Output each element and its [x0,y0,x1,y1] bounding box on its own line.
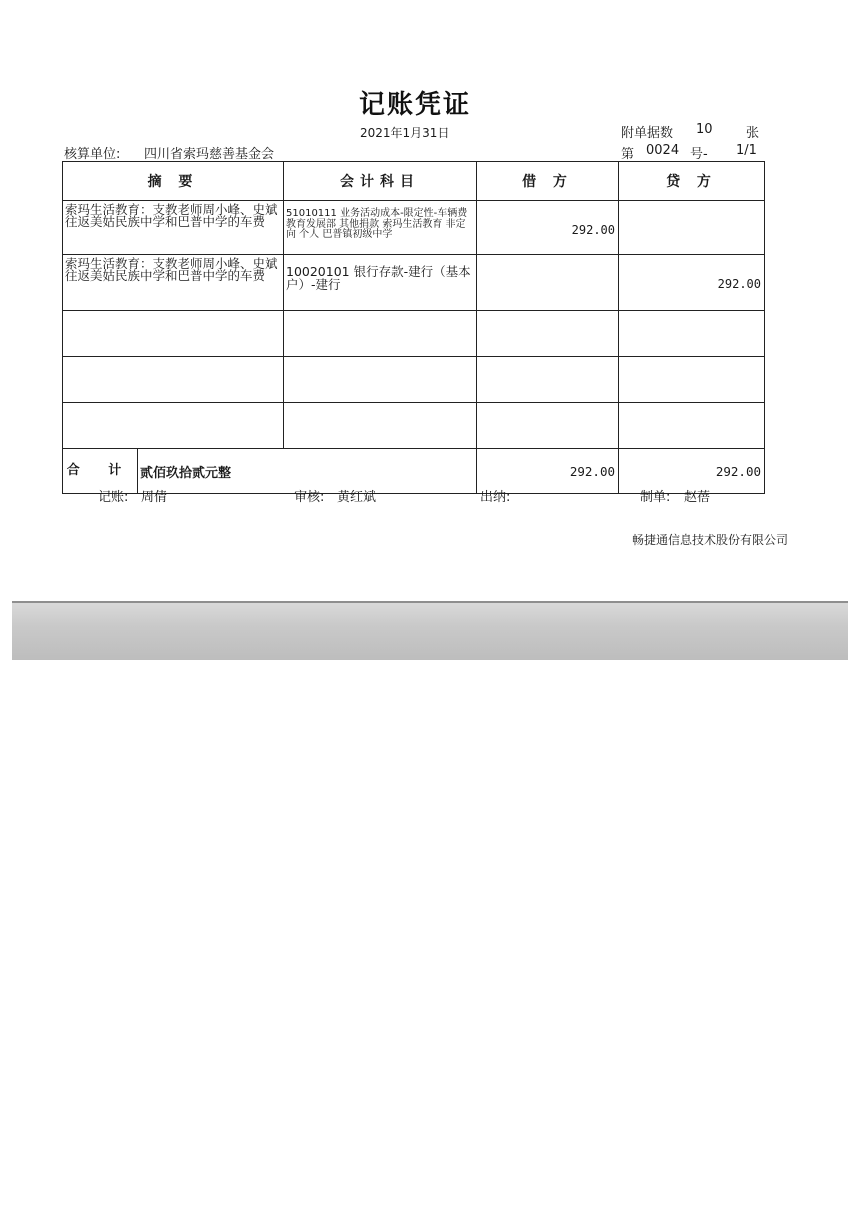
entry-account: 51010111 业务活动成本-限定性-车辆费 教育发展部 其他捐款 索玛生活教育 非定向 个人 巴普镇初级中学 [284,201,477,255]
entry-summary: 索玛生活教育：支教老师周小峰、史斌往返美姑民族中学和巴普中学的车费 [63,201,284,255]
cashier-label: 出纳: [480,490,511,505]
attachments-label: 附单据数 [621,126,674,141]
header-row [63,162,765,201]
voucher-date: 2021年1月31日 [360,126,450,140]
empty-row [63,357,765,403]
voucher-no-suffix: 号- [690,147,708,162]
voucher-title: 记账凭证 [358,90,471,120]
entry-row [63,255,765,311]
voucher-page-number: 1/1 [736,143,757,158]
total-label: 合 计 [63,449,138,493]
total-amount-words: 贰佰玖拾贰元整 [140,465,232,481]
empty-row [63,311,765,357]
reviewer-name: 黄红斌 [337,490,377,505]
entry-row [63,201,765,255]
voucher-table [62,161,765,494]
reviewer-label: 审核: [294,490,325,505]
entry-summary: 索玛生活教育：支教老师周小峰、史斌往返美姑民族中学和巴普中学的车费 [63,255,284,311]
attachments-count: 10 [696,122,713,137]
voucher-no-number: 0024 [646,143,680,158]
bookkeeper-label: 记账: [98,490,129,505]
debit-header: 借 方 [477,162,619,201]
voucher-no-prefix: 第 [621,147,635,162]
software-vendor: 畅捷通信息技术股份有限公司 [632,533,789,547]
attachments-unit: 张 [746,126,760,141]
entry-debit: 292.00 [477,201,619,255]
preparer-label: 制单: [640,490,671,505]
entry-credit: 292.00 [619,255,765,311]
entry-debit [477,255,619,311]
entry-credit [619,201,765,255]
entry-account: 10020101 银行存款-建行（基本户）-建行 [284,255,477,311]
total-debit: 292.00 [477,449,619,494]
unit-name: 四川省索玛慈善基金会 [144,147,275,162]
account-header: 会计科目 [284,162,477,201]
scan-shadow [12,603,848,660]
unit-label: 核算单位: [64,147,121,162]
total-credit: 292.00 [619,449,765,494]
empty-row [63,403,765,449]
bookkeeper-name: 周倩 [141,490,168,505]
credit-header: 贷 方 [619,162,765,201]
preparer-name: 赵蓓 [684,490,711,505]
summary-header: 摘 要 [63,162,284,201]
